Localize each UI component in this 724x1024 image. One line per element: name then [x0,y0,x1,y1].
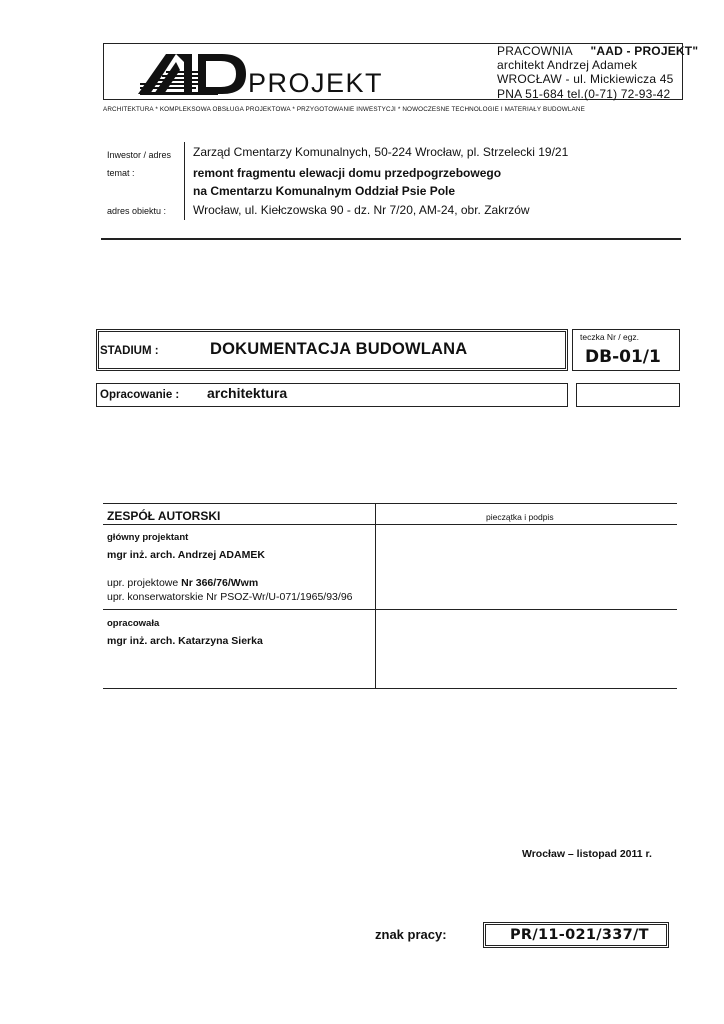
investor-label: Inwestor / adres [107,150,172,160]
company-logo [136,48,416,98]
stamp-header: pieczątka i podpis [486,512,554,522]
permission-prefix: upr. projektowe [107,577,182,589]
stadium-label: STADIUM : [100,345,159,357]
office-line-4: PNA 51-684 tel.(0-71) 72-93-42 [497,86,671,101]
office-name: "AAD - PROJEKT" [590,44,699,58]
topic-line-2: na Cmentarzu Komunalnym Oddział Psie Pole [193,184,456,198]
member-role: opracowała [107,618,160,629]
member-name: mgr inż. arch. Andrzej ADAMEK [107,549,265,561]
permission-number: Nr 366/76/Wwm [181,577,259,589]
work-sign-label: znak pracy: [375,927,447,942]
address-value: Wrocław, ul. Kiełczowska 90 - dz. Nr 7/20, AM-24, obr. Zakrzów [193,203,530,217]
topic-line-1: remont fragmentu elewacji domu przedpogrzebowego [193,166,502,180]
member-conservation-permission: upr. konserwatorskie Nr PSOZ-Wr/U-071/1965/93/96 [107,591,353,603]
teczka-label: teczka Nr / egz. [580,332,640,342]
address-label: adres obiektu : [107,206,167,216]
services-line: ARCHITEKTURA * KOMPLEKSOWA OBSŁUGA PROJEKTOWA * PRZYGOTOWANIE INWESTYCJI * NOWOCZESNE TECHNOLOGIE I MATERIAŁY BUDOWLANE [103,106,585,113]
team-table-top [103,503,677,504]
team-header: ZESPÓŁ AUTORSKI [107,509,221,523]
member-permission [107,577,258,589]
office-line-1 [497,44,699,58]
work-sign-value: PR/11-021/337/T [510,927,649,943]
member-role: główny projektant [107,532,189,543]
team-table-bottom [103,688,677,689]
office-prefix: PRACOWNIA [497,44,573,58]
office-info [497,44,699,101]
place-date: Wrocław – listopad 2011 r. [522,848,652,860]
svg-text:PROJEKT: PROJEKT [248,68,384,98]
office-line-3: WROCŁAW - ul. Mickiewicza 45 [497,72,674,87]
opracowanie-side-box [576,383,680,407]
member-name: mgr inż. arch. Katarzyna Sierka [107,635,263,647]
opracowanie-label: Opracowanie : [100,389,180,401]
teczka-value: DB-01/1 [585,347,661,367]
topic-label: temat : [107,168,135,178]
investor-separator [101,238,681,240]
team-table-row-rule [103,609,677,610]
team-table-divider [375,503,376,689]
opracowanie-value: architektura [207,385,288,401]
office-line-2: architekt Andrzej Adamek [497,58,638,73]
team-table-header-rule [103,524,677,525]
investor-divider [184,142,185,220]
investor-value: Zarząd Cmentarzy Komunalnych, 50-224 Wrocław, pl. Strzelecki 19/21 [193,145,569,159]
stadium-value: DOKUMENTACJA BUDOWLANA [210,340,468,358]
